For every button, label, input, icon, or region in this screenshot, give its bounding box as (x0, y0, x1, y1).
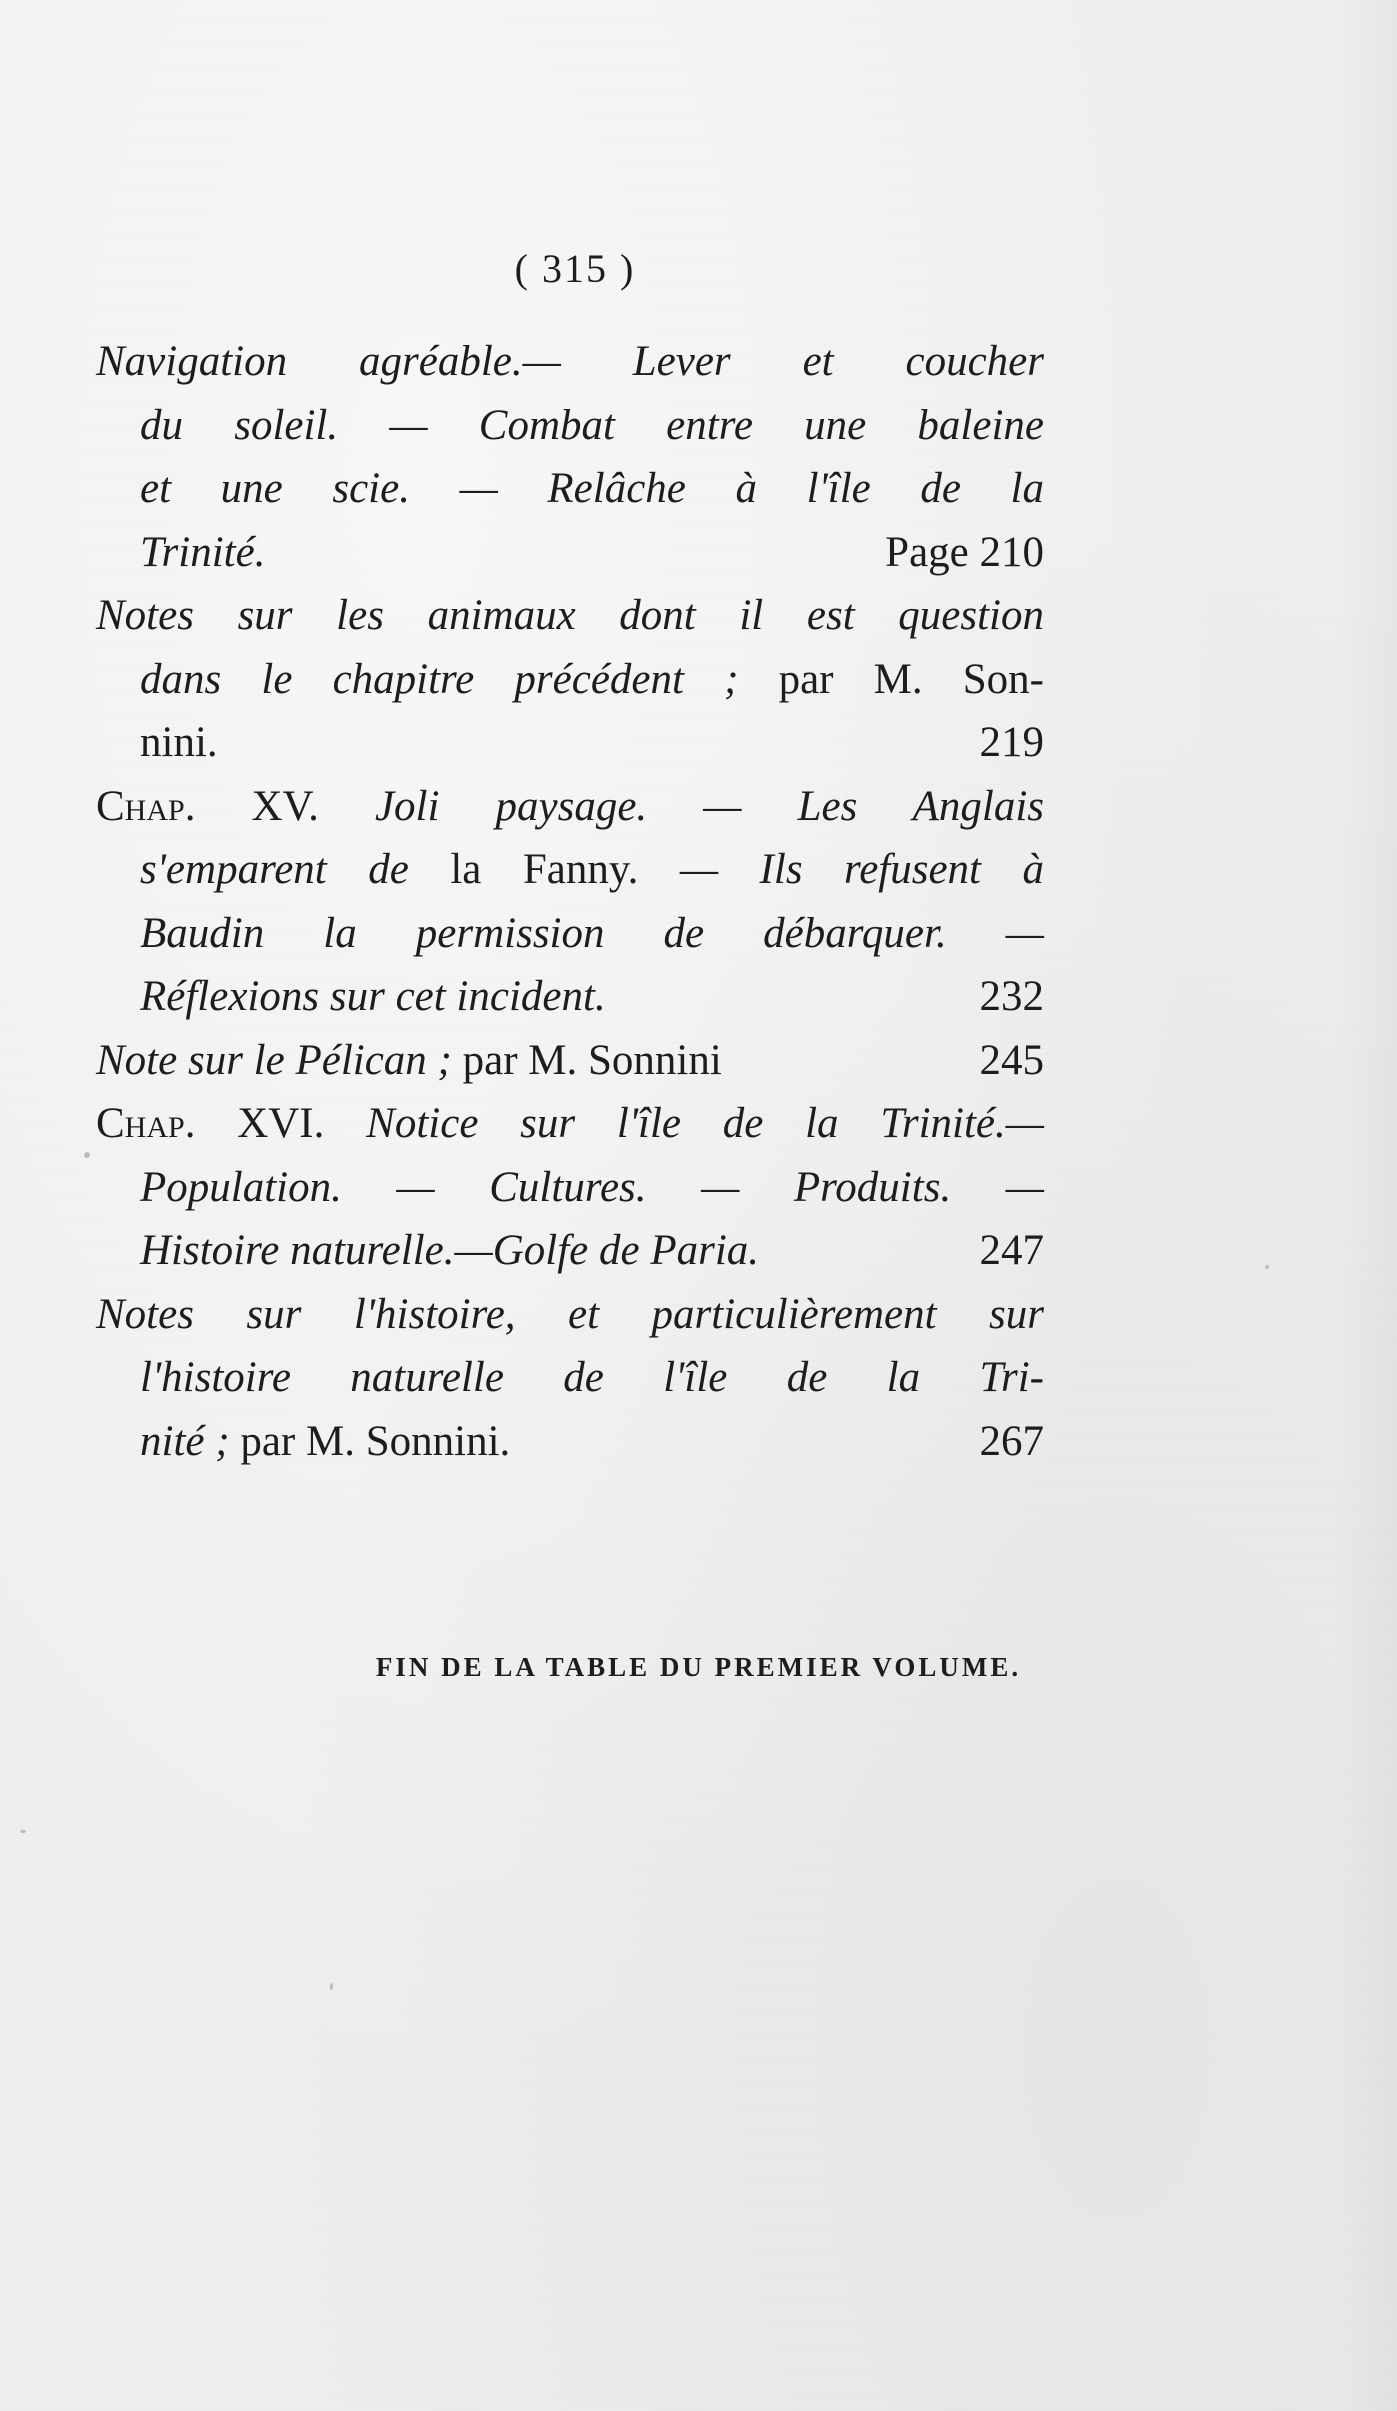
end-of-table-notice: FIN DE LA TABLE DU PREMIER VOLUME. (375, 1652, 1022, 1682)
toc-line: et une scie. — Relâche à l'île de la (140, 465, 1044, 512)
chapter-label: Chap. XV. (96, 782, 319, 830)
toc-line: Notes sur l'histoire, et particulièrement sur (96, 1290, 1044, 1338)
page-number: ( 315 ) (514, 246, 636, 291)
toc-entry-chapter (96, 775, 1044, 1029)
toc-page-number: Page 210 (885, 528, 1044, 576)
toc-text: Note sur le Pélican ; (96, 1036, 463, 1084)
toc-entry-chapter (96, 1092, 1044, 1283)
page-edge-shadow (1337, 0, 1397, 2411)
toc-line: Population. — Cultures. — Produits. — (140, 1163, 1044, 1211)
paper-speck (1265, 1265, 1269, 1269)
toc-line: Notes sur les animaux dont il est question (96, 592, 1044, 639)
toc-author: par M. Sonnini. (240, 1417, 511, 1465)
toc-entry (96, 584, 1044, 775)
toc-line (96, 775, 1044, 839)
toc-line (96, 1410, 1044, 1474)
toc-line (96, 648, 1044, 712)
toc-line (96, 838, 1044, 902)
toc-line: Baudin la permission de débarquer. — (140, 909, 1044, 957)
toc-author: par M. Son- (778, 655, 1045, 703)
toc-line (96, 711, 1044, 775)
toc-text: Histoire naturelle.—Golfe de Paria. (140, 1227, 760, 1274)
toc-page-number: 219 (979, 719, 1044, 766)
toc-page-number: 245 (979, 1036, 1044, 1084)
toc-text: Trinité. (140, 528, 266, 576)
toc-text: Joli paysage. — Les Anglais (374, 782, 1045, 830)
toc-author: par M. Sonnini (462, 1036, 722, 1084)
toc-entry (96, 1283, 1044, 1474)
paper-speck (84, 1152, 90, 1158)
toc-text: nité ; (140, 1417, 241, 1465)
toc-text: dans le chapitre précédent ; (140, 655, 779, 703)
toc-line (96, 1029, 1044, 1093)
toc-text: — Ils refusent à (679, 846, 1044, 893)
toc-entry (96, 1029, 1044, 1093)
toc-line (96, 1092, 1044, 1156)
toc-text: s'emparent de (140, 846, 451, 893)
ship-name: la Fanny. (450, 846, 680, 893)
toc-page-number: 247 (979, 1227, 1044, 1274)
toc-line (96, 965, 1044, 1029)
toc-line: Navigation agréable.— Lever et coucher (96, 338, 1044, 385)
paper-speck (330, 1983, 333, 1990)
toc-entry (96, 330, 1044, 584)
toc-text: Réflexions sur cet incident. (140, 973, 606, 1020)
toc-page-number: 232 (979, 973, 1044, 1020)
toc-line: du soleil. — Combat entre une baleine (140, 401, 1044, 449)
toc-text: Notice sur l'île de la Trinité.— (366, 1100, 1045, 1147)
paper-speck (20, 1830, 26, 1833)
toc-page-number: 267 (979, 1417, 1044, 1465)
toc-line (96, 521, 1044, 585)
chapter-label: Chap. XVI. (96, 1100, 325, 1147)
toc-line: l'histoire naturelle de l'île de la Tri- (140, 1354, 1044, 1401)
toc-line (96, 1219, 1044, 1283)
toc-text: nini. (140, 719, 218, 766)
table-of-contents (96, 330, 1044, 1473)
